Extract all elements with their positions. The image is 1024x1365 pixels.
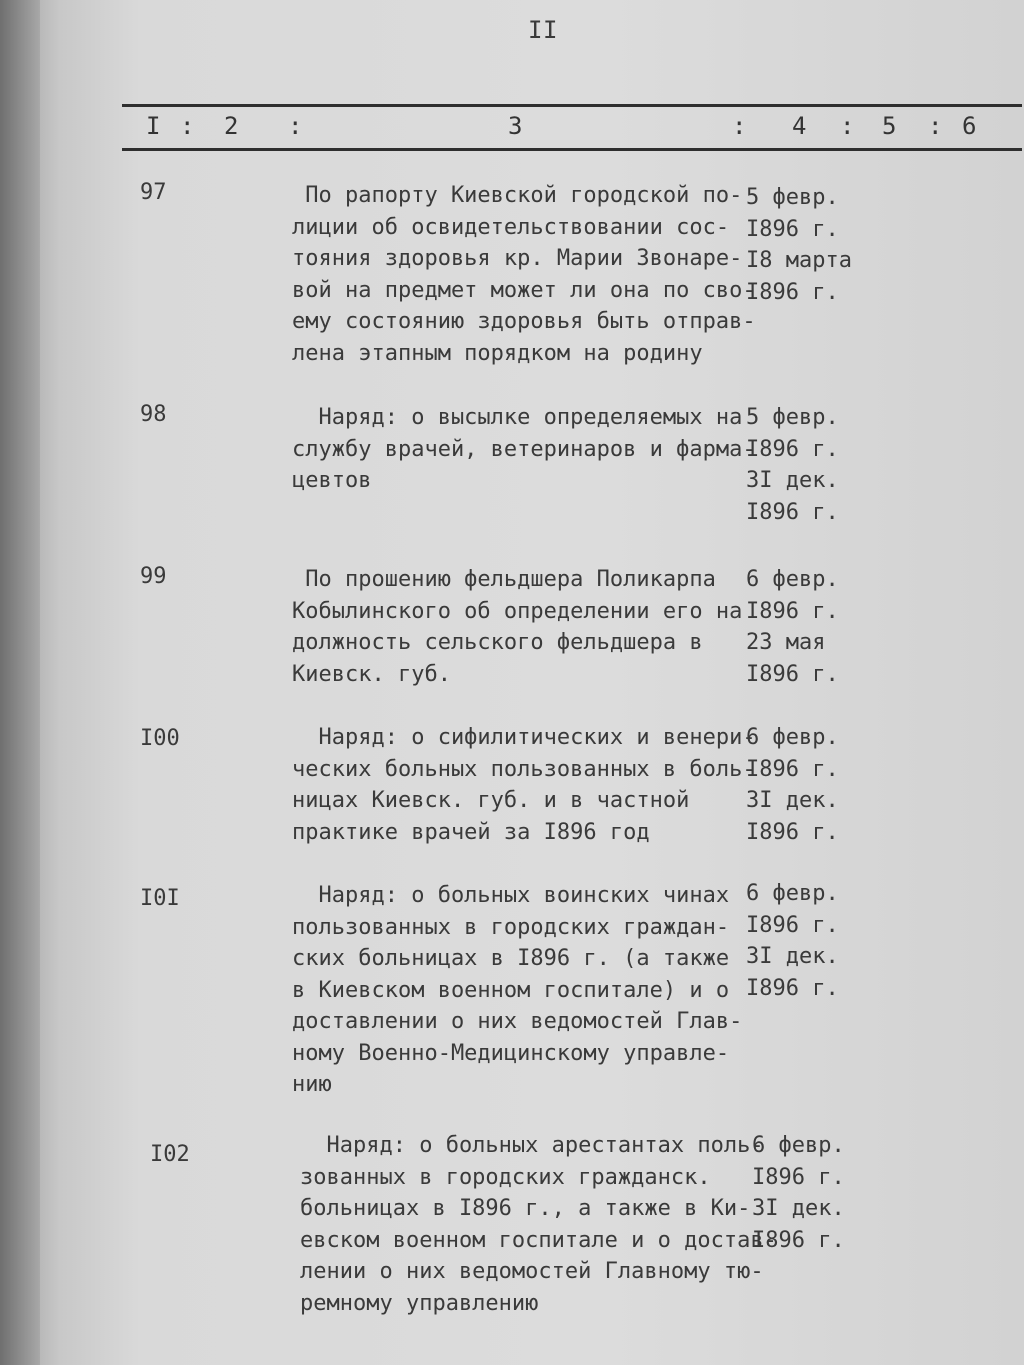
header-col2: 2 bbox=[224, 112, 239, 140]
entry-description: По рапорту Киевской городской по- лиции об освидетельствовании сос- тояния здоровья кр. Марии Звонаре- вой на предмет может ли она по сво- ему состоянию здоровья быть отправ- лена этапным порядком на родину bbox=[292, 183, 756, 366]
header-separator: : bbox=[732, 112, 747, 140]
header-separator: : bbox=[180, 112, 195, 140]
header-top-rule bbox=[122, 104, 1022, 107]
entry-description: Наряд: о больных воинских чинах пользованных в городских граждан- ских больницах в I896 г. (а также в Киевском военном госпитале) и о доставлении о них ведомостей Глав- ному Военно-Медицинскому управле- нию bbox=[292, 883, 743, 1097]
header-col1: I bbox=[146, 112, 161, 140]
header-col4: 4 bbox=[792, 112, 807, 140]
header-bottom-rule bbox=[122, 148, 1022, 151]
entry-dates: 5 февр. I896 г. I8 марта I896 г. bbox=[746, 185, 852, 305]
page-number: II bbox=[528, 16, 558, 44]
header-col5: 5 bbox=[882, 112, 897, 140]
entry-dates: 6 февр. I896 г. 3I дек. I896 г. bbox=[752, 1133, 845, 1253]
entry-description: Наряд: о больных арестантах поль- зованных в городских гражданск. больницах в I896 г., а также в Ки- евском военном госпитале и о достав- лении о них ведомостей Главному тю- ремному управлению bbox=[300, 1133, 777, 1316]
entry-number: 98 bbox=[140, 402, 167, 427]
entry-dates: 6 февр. I896 г. 3I дек. I896 г. bbox=[746, 725, 839, 845]
header-separator: : bbox=[840, 112, 855, 140]
header-separator: : bbox=[288, 112, 303, 140]
entry-number: 99 bbox=[140, 564, 167, 589]
entry-number: 97 bbox=[140, 180, 167, 205]
header-separator: : bbox=[928, 112, 943, 140]
entry-description: Наряд: о высылке определяемых на службу врачей, ветеринаров и фарма- цевтов bbox=[292, 405, 756, 493]
entry-description: По прошению фельдшера Поликарпа Кобылинского об определении его на должность сельского фельдшера в Киевск. губ. bbox=[292, 567, 743, 687]
header-col3: 3 bbox=[508, 112, 523, 140]
entry-number: I0I bbox=[140, 886, 180, 911]
entry-number: I02 bbox=[150, 1142, 190, 1167]
entry-dates: 5 февр. I896 г. 3I дек. I896 г. bbox=[746, 405, 839, 525]
entry-number: I00 bbox=[140, 726, 180, 751]
entry-dates: 6 февр. I896 г. 3I дек. I896 г. bbox=[746, 881, 839, 1001]
header-col6: 6 bbox=[962, 112, 977, 140]
book-spine-shadow bbox=[0, 0, 40, 1365]
entry-description: Наряд: о сифилитических и венери- ческих больных пользованных в боль- ницах Киевск. губ. и в частной практике врачей за I896 год bbox=[292, 725, 756, 845]
entry-dates: 6 февр. I896 г. 23 мая I896 г. bbox=[746, 567, 839, 687]
